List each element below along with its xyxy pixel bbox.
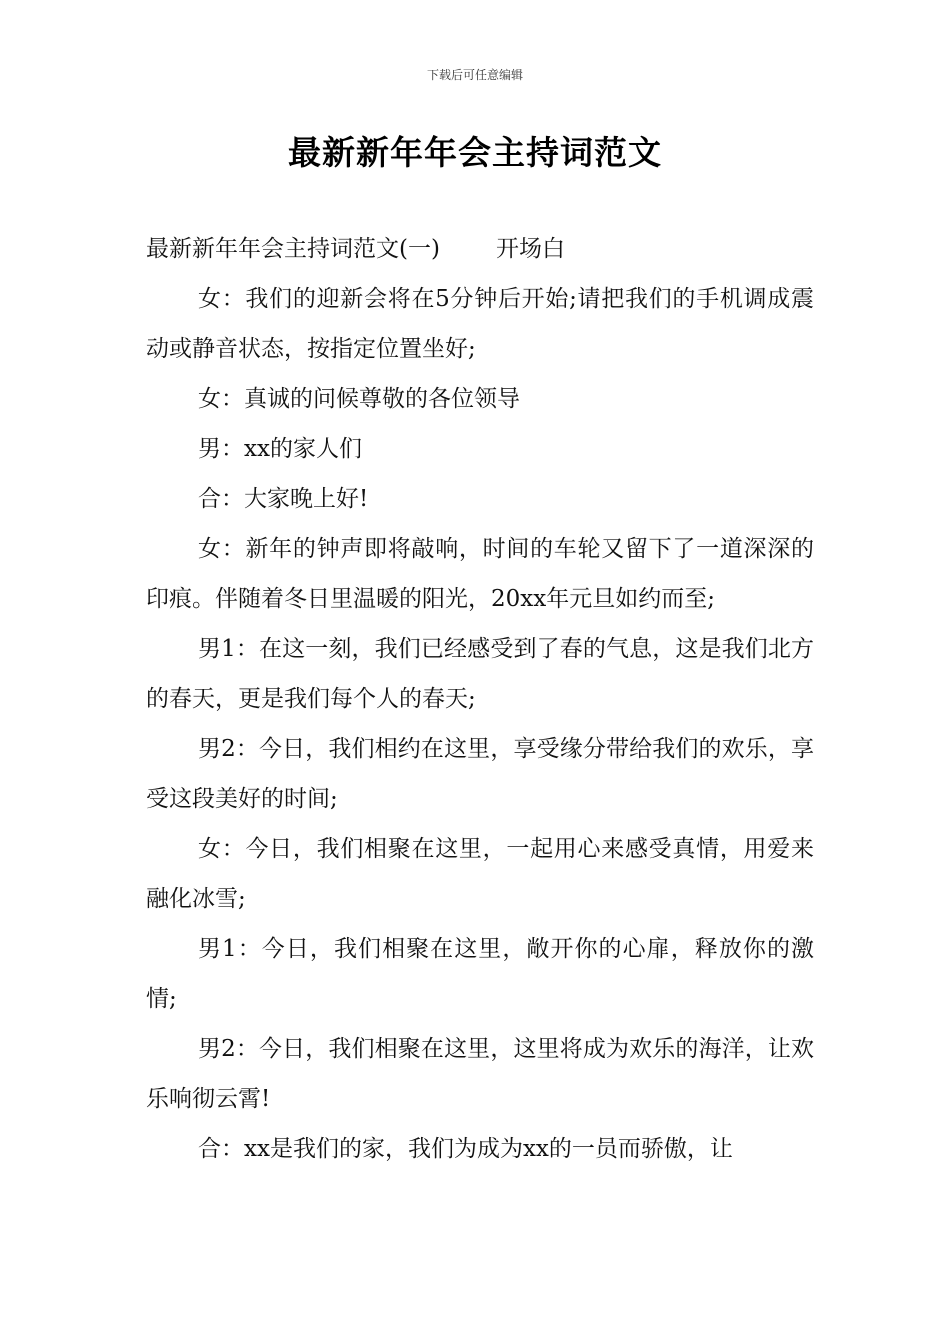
paragraph: 男：xx的家人们 [198, 436, 362, 462]
paragraph: 男1：在这一刻，我们已经感受到了春的气息，这是我们北方的春天，更是我们每个人的春天; [146, 636, 814, 712]
paragraph: 女：新年的钟声即将敲响，时间的车轮又留下了一道深深的印痕。伴随着冬日里温暖的阳光，20xx年元旦如约而至; [146, 536, 814, 612]
paragraph: 女：今日，我们相聚在这里，一起用心来感受真情，用爱来融化冰雪; [146, 836, 814, 912]
paragraph: 女：我们的迎新会将在5分钟后开始;请把我们的手机调成震动或静音状态，按指定位置坐好; [146, 286, 814, 362]
paragraph: 合：xx是我们的家，我们为成为xx的一员而骄傲，让 [198, 1136, 733, 1162]
section-heading [146, 224, 814, 274]
section-heading-title: 最新新年年会主持词范文(一) [146, 236, 440, 262]
document-body [146, 224, 814, 1174]
header-note: 下载后可任意编辑 [426, 68, 523, 82]
paragraph: 男2：今日，我们相聚在这里，这里将成为欢乐的海洋，让欢乐响彻云霄! [146, 1036, 814, 1112]
paragraph: 男2：今日，我们相约在这里，享受缘分带给我们的欢乐，享受这段美好的时间; [146, 736, 814, 812]
section-heading-subtitle: 开场白 [495, 236, 565, 262]
paragraph: 女：真诚的问候尊敬的各位领导 [198, 386, 520, 412]
page-title: 最新新年年会主持词范文 [288, 133, 662, 172]
paragraph: 合：大家晚上好! [198, 486, 369, 512]
paragraph: 男1：今日，我们相聚在这里，敞开你的心扉，释放你的激情; [146, 936, 814, 1012]
